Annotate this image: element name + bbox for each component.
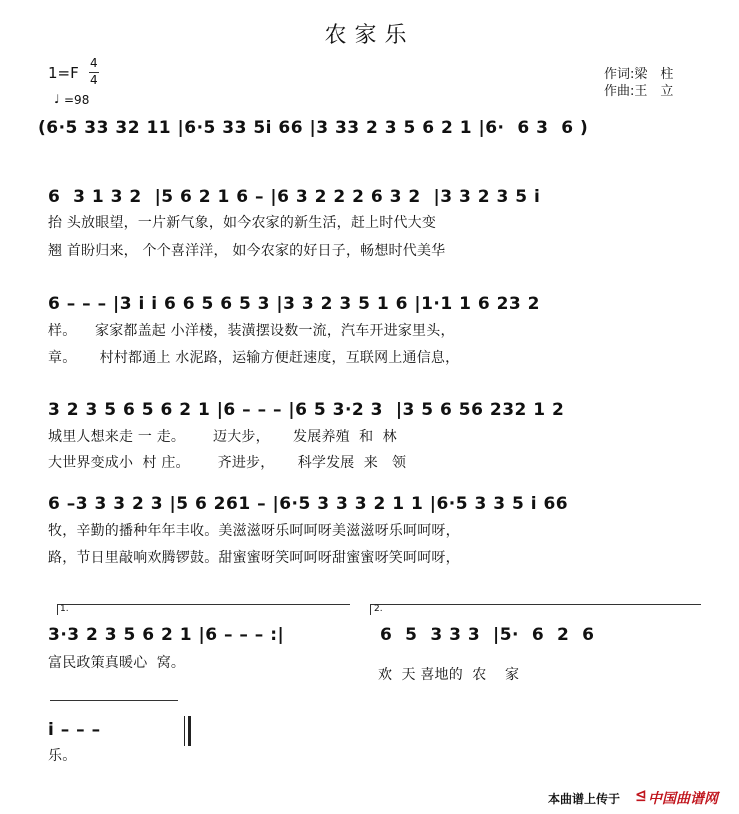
lyricist: 作词:梁 柱 — [604, 67, 674, 82]
intro-notes: (6·5 33 32 11 |6·5 33 5i 66 |3 33 2 3 5 6 2 1 |6· 6 3 6 ) — [38, 118, 589, 138]
system-1-notes: 6 3 1 3 2 |5 6 2 1 6 – |6 3 2 2 2 6 3 2 |3 3 2 3 5 i — [48, 187, 541, 207]
system-2-lyrics-verse2: 章。 村村都通上 水泥路，运输方便赶速度，互联网上通信息， — [48, 350, 460, 366]
final-overline — [50, 700, 178, 701]
volta-bracket-1 — [57, 604, 350, 615]
system-2-lyrics-verse1: 样。 家家都盖起 小洋楼，装潢摆设数一流，汽车开进家里头， — [48, 323, 455, 339]
final-barline-thick — [188, 716, 191, 746]
system-2-notes: 6 – – – |3 i i 6 6 5 6 5 3 |3 3 2 3 5 1 6 |1·1 1 6 23 2 — [48, 294, 541, 314]
system-4-notes: 6 –3 3 3 2 3 |5 6 261 – |6·5 3 3 3 2 1 1 |6·5 3 3 5 i 66 — [48, 494, 569, 514]
system-3-notes: 3 2 3 5 6 5 6 2 1 |6 – – – |6 5 3·2 3 |3 5 6 56 232 1 2 — [48, 400, 565, 420]
system-5-lyrics-ending1: 富民政策真暖心 窝。 — [48, 655, 186, 671]
quarter-note-icon: ♩ — [54, 92, 60, 106]
system-1-lyrics-verse1: 抬 头放眼望，一片新气象，如今农家的新生活，赶上时代大变 — [48, 215, 437, 231]
system-3-lyrics-verse1: 城里人想来走 一 走。 迈大步， 发展养殖 和 林 — [48, 429, 397, 445]
volta-label-1: 1. — [60, 604, 69, 614]
system-5-lyrics-ending2: 欢 天 喜地的 农 家 — [378, 667, 520, 683]
system-3-lyrics-verse2: 大世界变成小 村 庄。 齐进步， 科学发展 来 领 — [48, 455, 407, 471]
system-1-lyrics-verse2: 翘 首盼归来， 个个喜洋洋， 如今农家的好日子，畅想时代美华 — [48, 243, 446, 259]
final-barline-thin — [184, 716, 185, 746]
time-sig-top: 4 — [90, 56, 98, 70]
system-4-lyrics-verse2: 路，节日里敲响欢腾锣鼓。甜蜜蜜呀笑呵呵呀甜蜜蜜呀笑呵呵呀， — [48, 550, 460, 566]
system-6-notes: i – – – — [48, 720, 101, 740]
composer: 作曲:王 立 — [604, 84, 674, 99]
logo-icon: ⊴ — [635, 788, 647, 804]
system-6-lyrics: 乐。 — [48, 748, 77, 764]
volta-label-2: 2. — [374, 604, 383, 614]
key-signature: 1=F — [48, 64, 79, 82]
song-title: 农家乐 — [324, 23, 415, 48]
system-4-lyrics-verse1: 牧，辛勤的播种年年丰收。美滋滋呀乐呵呵呀美滋滋呀乐呵呵呀， — [48, 523, 460, 539]
volta-bracket-2 — [370, 604, 701, 615]
system-5-notes-ending2: 6 5 3 3 3 |5· 6 2 6 — [380, 625, 595, 645]
site-logo: 中国曲谱网 — [648, 791, 718, 807]
tempo-marking: =98 — [64, 93, 90, 107]
time-sig-bottom: 4 — [90, 73, 98, 87]
system-5-notes-ending1: 3·3 2 3 5 6 2 1 |6 – – – :| — [48, 625, 285, 645]
upload-credit: 本曲谱上传于 — [548, 792, 621, 806]
